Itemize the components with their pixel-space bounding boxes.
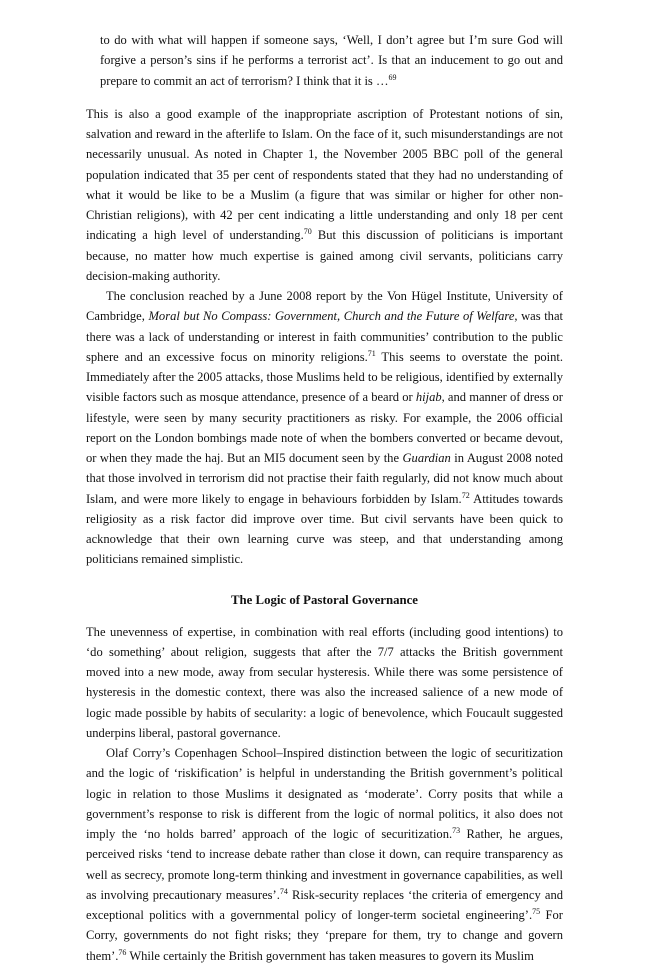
footnote-ref: 70 [303, 227, 312, 237]
paragraph-text: , and manner of dress or lifestyle, were seen by many security practitioners as risky. For example, the 2006 official report on the London bombings made note of when the bombers converted or became devout, or when they made the haj. But an MI5 document seen by the [86, 390, 563, 465]
footnote-ref: 75 [532, 907, 541, 916]
footnote-ref: 72 [461, 490, 470, 500]
paragraph-text: Attitudes towards religiosity as a risk factor did improve over time. But civil servants have been quick to acknowledge that their own learning curve was steep, and that understanding among politicians remained simplistic. [86, 491, 563, 567]
paragraph-text: For Corry, governments do not fight risks; they ‘prepare for them, try to change and govern them’. [86, 908, 563, 963]
footnote-ref: 73 [452, 826, 461, 835]
section-heading: The Logic of Pastoral Governance [231, 592, 418, 607]
italic-term: hijab [415, 390, 442, 405]
footnote-ref: 71 [367, 348, 376, 358]
footnote-ref: 74 [279, 886, 288, 896]
paragraph-text: The unevenness of expertise, in combination with real efforts (including good intentions) to ‘do something’ about religion, suggests that after the 7/7 attacks the British government moved into a new mode, away from secular hysteresis. While there was some persistence of hysteresis in the domestic context, there was also the increased salience of a new mode of logic made possible by habits of secularity: a logic of benevolence, which Foucault suggested underpins liberal, pastoral governance. [86, 624, 563, 740]
paragraph-text: While certainly the British government has taken measures to govern its Muslim [126, 948, 534, 963]
paragraph-text: Olaf Corry’s Copenhagen School–Inspired distinction between the logic of securitization and the logic of ‘riskification’ is helpful in understanding the British government’s political logic in relation to those Muslims it designated as ‘moderate’. Corry posits that while a government’s response to risk is different from the logic of normal politics, it also does not imply the ‘no holds barred’ approach of the logic of securitization. [86, 746, 563, 841]
paragraph-text: Risk-security replaces ‘the criteria of emergency and exceptional politics with a governmental policy of longer-term societal engineering’. [86, 887, 563, 922]
footnote-ref: 76 [118, 947, 127, 957]
paragraph [86, 104, 563, 286]
paragraph-text: , was that there was a lack of understanding or interest in faith communities’ contribution to the public sphere and an excessive focus on minority religions. [86, 309, 564, 364]
paragraph-text: The conclusion reached by a June 2008 report by the Von Hügel Institute, University of Cambridge, [86, 289, 563, 324]
block-quote [100, 30, 563, 91]
page-body [86, 30, 563, 966]
newspaper-title: Guardian [402, 451, 451, 465]
paragraph-text: But this discussion of politicians is important because, no matter how much expertise is gained among civil servants, politicians carry decision-making authority. [86, 228, 563, 283]
paragraph-text: in August 2008 noted that those involved in terrorism did not practise their faith regularly, did not know much about Islam, and were more likely to engage in behaviours forbidden by Islam. [86, 451, 563, 506]
report-title: Moral but No Compass: Government, Church and the Future of Welfare [148, 309, 515, 324]
paragraph [86, 622, 563, 744]
quote-text: to do with what will happen if someone says, ‘Well, I don’t agree but I’m sure God will forgive a person’s sins if he performs a terrorist act’. Is that an inducement to go out and prepare to commit an act of terrorism? I think that it is … [100, 33, 563, 88]
paragraph-text: Rather, he argues, perceived risks ‘tend to increase debate rather than close it down, can require transparency as well as secrecy, promote long-term thinking and investment in governance capabilities, as well as involving precautionary measures’. [86, 827, 563, 902]
paragraph [86, 286, 563, 570]
paragraph [86, 743, 563, 966]
paragraph-text: This seems to overstate the point. Immediately after the 2005 attacks, those Muslims held to be religious, identified by externally visible factors such as mosque attendance, presence of a beard or [86, 349, 564, 405]
footnote-ref: 69 [388, 72, 397, 82]
paragraph-text: This is also a good example of the inappropriate ascription of Protestant notions of sin, salvation and reward in the afterlife to Islam. On the face of it, such misunderstandings are not necessarily unusual. As noted in Chapter 1, the November 2005 BBC poll of the general population indicated that 35 per cent of respondents stated that they had no understanding of what it would be like to be a Muslim (a figure that was similar or higher for other non-Christian religions), with 42 per cent indicating a little understanding and only 18 per cent indicating a high level of understanding. [86, 106, 563, 243]
